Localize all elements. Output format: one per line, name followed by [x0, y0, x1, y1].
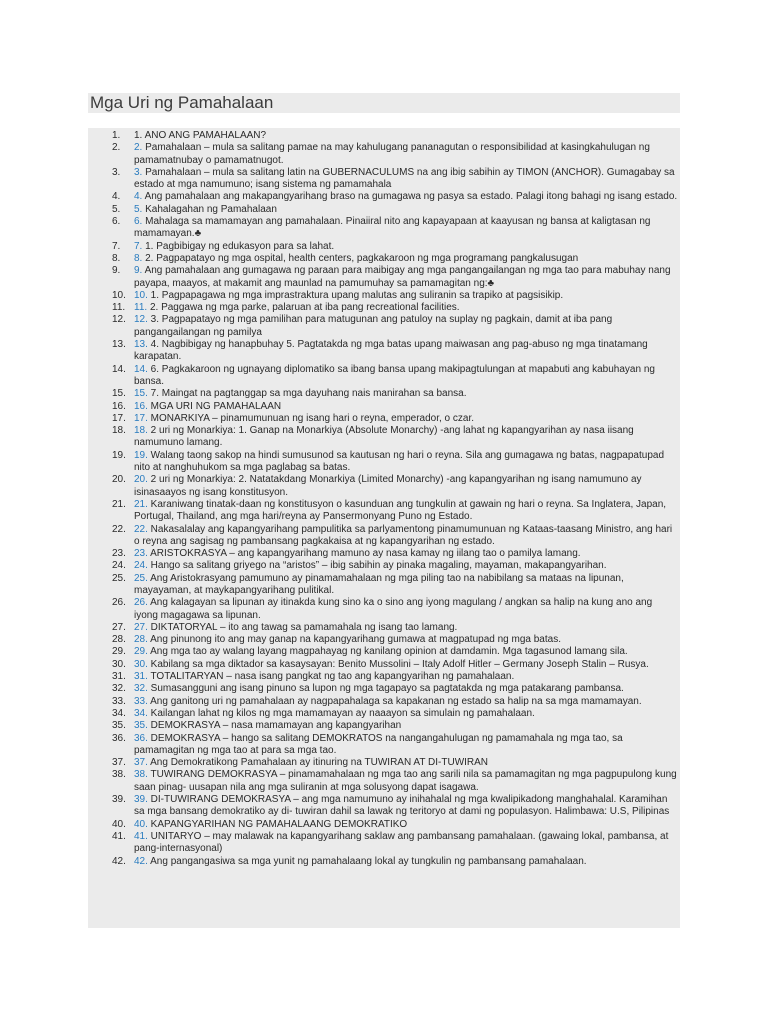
item-number: 39. [112, 794, 126, 806]
list-item [88, 474, 680, 499]
item-number: 34. [112, 707, 126, 719]
list-item [88, 191, 680, 203]
list-item [88, 204, 680, 216]
item-number: 8. [112, 252, 121, 264]
item-text: Ang pamahalaan ang makapangyarihang braso na gumagawa ng pasya sa estado. Palagi itong bahagi ng isang estado. [142, 191, 678, 203]
item-number: 3. [112, 166, 121, 178]
numbered-list [88, 128, 680, 868]
item-ref-link[interactable]: 25. [134, 572, 148, 584]
item-number: 9. [112, 265, 121, 277]
item-ref-link[interactable]: 5. [134, 203, 143, 215]
list-item [88, 696, 680, 708]
item-number: 18. [112, 425, 126, 437]
list-item [88, 757, 680, 769]
item-number: 29. [112, 646, 126, 658]
list-item [88, 339, 680, 364]
item-ref-link[interactable]: 11. [134, 302, 148, 314]
item-number: 5. [112, 203, 121, 215]
item-number: 21. [112, 498, 126, 510]
list-item [88, 241, 680, 253]
item-ref-link[interactable]: 22. [134, 523, 148, 535]
item-text: TUWIRANG DEMOKRASYA – pinamamahalaan ng mga tao ang sarili nila sa pamamagitan ng mga pagpupulong kung saan pinag- uusapan nila ang mga suliranin at mga solusyong dapat isagawa. [134, 769, 677, 793]
item-ref-link[interactable]: 14. [134, 363, 148, 375]
list-item [88, 622, 680, 634]
item-ref-link[interactable]: 10. [134, 289, 148, 301]
item-text: Hango sa salitang griyego na “aristos” – ibig sabihin ay pinaka magaling, mayaman, makapangyarihan. [147, 560, 607, 572]
document-content [88, 128, 680, 928]
item-text: Pamahalaan – mula sa salitang latin na GUBERNACULUMS na ang ibig sabihin ay TIMON (ANCHOR). Gumagabay sa estado at mga namumuno; isang sistema ng pamamahala [134, 166, 675, 191]
list-item [88, 659, 680, 671]
list-item [88, 253, 680, 265]
item-text: Ang Aristokrasyang pamumuno ay pinamamahalaan ng mga piling tao na nabibilang sa mataas na lipunan, mayayaman, at maykapangyarihang pulitikal. [134, 572, 624, 596]
item-ref-link[interactable]: 34. [134, 707, 148, 719]
item-text: KAPANGYARIHAN NG PAMAHALAANG DEMOKRATIKO [147, 818, 408, 830]
list-item [88, 130, 680, 142]
item-text: Kahalagahan ng Pamahalaan [142, 203, 277, 215]
item-text: 2. Paggawa ng mga parke, palaruan at iba pang recreational facilities. [147, 302, 460, 314]
item-text: 2. Pagpapatayo ng mga ospital, health centers, pagkakaroon ng mga programang pangkalusugan [142, 252, 579, 264]
item-ref-link[interactable]: 35. [134, 720, 148, 732]
item-text: 6. Pagkakaroon ng ugnayang diplomatiko sa ibang bansa upang makipagtulungan at mapabuti ang kabuhayan ng bansa. [134, 363, 655, 387]
list-item [88, 450, 680, 475]
item-ref-link[interactable]: 2. [134, 142, 143, 154]
list-item [88, 794, 680, 819]
item-text: TOTALITARYAN – nasa isang pangkat ng tao ang kapangyarihan ng pamahalaan. [147, 671, 515, 683]
item-text: Ang pangangasiwa sa mga yunit ng pamahalaang lokal ay tungkulin ng pambansang pamahalaan. [147, 855, 587, 867]
item-number: 14. [112, 363, 126, 375]
item-ref-link[interactable]: 30. [134, 658, 148, 670]
item-ref-link[interactable]: 36. [134, 732, 148, 744]
item-ref-link[interactable]: 24. [134, 560, 148, 572]
item-ref-link[interactable]: 37. [134, 757, 148, 769]
list-item [88, 401, 680, 413]
item-number: 19. [112, 449, 126, 461]
list-item [88, 733, 680, 758]
list-item [88, 573, 680, 598]
list-item [88, 142, 680, 167]
list-item [88, 819, 680, 831]
list-item [88, 425, 680, 450]
list-item [88, 646, 680, 658]
item-text: Kabilang sa mga diktador sa kasaysayan: Benito Mussolini – Italy Adolf Hitler – Germany Joseph Stalin – Rusya. [147, 658, 649, 670]
list-item [88, 364, 680, 389]
list-item [88, 560, 680, 572]
list-item [88, 769, 680, 794]
list-item [88, 167, 680, 192]
item-ref-link[interactable]: 42. [134, 855, 148, 867]
item-number: 1. [112, 130, 121, 141]
item-number: 38. [112, 769, 126, 781]
item-number: 42. [112, 855, 126, 867]
item-text: Walang taong sakop na hindi sumusunod sa kautusan ng hari o reyna. Sila ang gumagawa ng batas, nagpapatupad nito at nanghuhukom sa mga paglabag sa batas. [134, 449, 665, 474]
item-text: 2 uri ng Monarkiya: 1. Ganap na Monarkiya (Absolute Monarchy) -ang lahat ng kapangyarihan ay nasa iisang namumuno lamang. [134, 425, 634, 449]
item-text: UNITARYO – may malawak na kapangyarihang saklaw ang pambansang pamahalaan. (gawaing lokal, pambansa, at pang-internasyonal) [134, 830, 669, 855]
list-item [88, 314, 680, 339]
list-item [88, 524, 680, 549]
list-item [88, 597, 680, 622]
item-ref-link[interactable]: 8. [134, 252, 143, 264]
list-item [88, 413, 680, 425]
item-ref-link[interactable]: 39. [134, 794, 148, 806]
item-number: 35. [112, 720, 126, 732]
item-text: 1. Pagpapagawa ng mga imprastraktura upang malutas ang suliranin sa trapiko at pagsisikip. [147, 289, 564, 301]
item-number: 32. [112, 683, 126, 695]
item-number: 30. [112, 658, 126, 670]
item-number: 40. [112, 818, 126, 830]
item-ref-link[interactable]: 28. [134, 634, 148, 646]
list-item [88, 499, 680, 524]
list-item [88, 708, 680, 720]
item-ref-link[interactable]: 6. [134, 216, 143, 228]
list-item [88, 548, 680, 560]
item-number: 15. [112, 388, 126, 400]
item-text: DEMOKRASYA – hango sa salitang DEMOKRATOS na nangangahulugan ng pamamahala ng mga tao, sa pamamagitan ng mga tao at para sa mga tao. [134, 732, 623, 756]
list-item [88, 302, 680, 314]
item-number: 13. [112, 339, 126, 351]
item-ref-link[interactable]: 27. [134, 621, 148, 633]
item-number: 27. [112, 621, 126, 633]
list-item [88, 216, 680, 241]
item-ref-link[interactable]: 4. [134, 191, 143, 203]
item-ref-link[interactable]: 32. [134, 683, 148, 695]
item-ref-link[interactable]: 9. [134, 265, 143, 277]
list-item [88, 671, 680, 683]
item-ref-link[interactable]: 18. [134, 425, 148, 437]
item-ref-link[interactable]: 17. [134, 412, 148, 424]
item-text: Mahalaga sa mamamayan ang pamahalaan. Pinaiiral nito ang kapayapaan at kaayusan ng bansa at kaligtasan ng mamamayan.♣ [134, 216, 651, 240]
item-number: 17. [112, 412, 126, 424]
item-text: Kailangan lahat ng kilos ng mga mamamayan ay naaayon sa simulain ng pamahalaan. [147, 707, 535, 719]
item-text: Ang ganitong uri ng pamahalaan ay nagpapahalaga sa kapakanan ng estado sa halip na sa mga mamamayan. [147, 695, 642, 707]
list-item [88, 683, 680, 695]
item-number: 33. [112, 695, 126, 707]
item-text: DEMOKRASYA – nasa mamamayan ang kapangyarihan [147, 720, 402, 732]
item-ref-link[interactable]: 21. [134, 498, 148, 510]
item-number: 16. [112, 400, 126, 412]
item-text: 1. ANO ANG PAMAHALAAN? [134, 130, 267, 141]
item-text: Ang pinunong ito ang may ganap na kapangyarihang gumawa at magpatupad ng mga batas. [147, 634, 561, 646]
list-item [88, 388, 680, 400]
list-item [88, 265, 680, 290]
item-text: Ang kalagayan sa lipunan ay itinakda kung sino ka o sino ang iyong magulang / angkan sa halip na kung ano ang iyong magagawa sa lipunan. [134, 597, 653, 621]
item-ref-link[interactable]: 29. [134, 646, 148, 658]
item-ref-link[interactable]: 38. [134, 769, 148, 781]
item-ref-link[interactable]: 23. [134, 548, 148, 560]
item-number: 11. [112, 302, 126, 314]
item-ref-link[interactable]: 13. [134, 339, 148, 351]
item-number: 25. [112, 572, 126, 584]
item-ref-link[interactable]: 26. [134, 597, 148, 609]
item-ref-link[interactable]: 12. [134, 314, 148, 326]
item-text: Ang pamahalaan ang gumagawa ng paraan para maibigay ang mga pangangailangan ng mga tao para mabuhay nang payapa, maayos, at makamit ang maunlad na pamumuhay sa pamamagitan ng:♣ [134, 265, 671, 289]
item-text: Karaniwang tinatak-daan ng konstitusyon o kasunduan ang tungkulin at gawain ng hari o reyna. Sa Inglatera, Japan, Portugal, Thailand, ang mga hari/reyna ay Pansermonyang Puno ng Estado. [134, 498, 667, 523]
page-title: Mga Uri ng Pamahalaan [90, 93, 274, 112]
item-number: 26. [112, 597, 126, 609]
item-text: 2 uri ng Monarkiya: 2. Natatakdang Monarkiya (Limited Monarchy) -ang kapangyarihan ng isang namumuno ay isinasaayos ng isang konstitusyon. [134, 474, 642, 498]
item-text: DIKTATORYAL – ito ang tawag sa pamamahala ng isang tao lamang. [147, 621, 458, 633]
item-ref-link[interactable]: 20. [134, 474, 148, 486]
item-number: 7. [112, 240, 121, 252]
item-ref-link[interactable]: 40. [134, 818, 148, 830]
item-number: 36. [112, 732, 126, 744]
item-number: 31. [112, 671, 126, 683]
item-number: 10. [112, 289, 126, 301]
list-item [88, 856, 680, 868]
item-text: Nakasalalay ang kapangyarihang pampulitika sa parlyamentong pinamumunuan ng Kataas-taasang Ministro, ang hari o reyna ang sagisag ng pambansang pagkakaisa at ng kapangyarihan ng estado. [134, 523, 673, 547]
item-text: MGA URI NG PAMAHALAAN [147, 400, 282, 412]
item-number: 22. [112, 523, 126, 535]
title-bar [88, 93, 680, 113]
item-ref-link[interactable]: 19. [134, 449, 148, 461]
item-text: 4. Nagbibigay ng hanapbuhay 5. Pagtatakda ng mga batas upang maiwasan ang pag-abuso ng mga tinatamang karapatan. [134, 339, 648, 363]
item-ref-link[interactable]: 7. [134, 240, 143, 252]
item-ref-link[interactable]: 3. [134, 166, 143, 178]
item-text: Sumasangguni ang isang pinuno sa lupon ng mga tagapayo sa pagtatakda ng mga patakarang pambansa. [147, 683, 624, 695]
list-item [88, 720, 680, 732]
item-ref-link[interactable]: 41. [134, 830, 148, 842]
item-text: Ang Demokratikong Pamahalaan ay itinuring na TUWIRAN AT DI-TUWIRAN [147, 757, 489, 769]
item-ref-link[interactable]: 16. [134, 400, 148, 412]
item-ref-link[interactable]: 33. [134, 695, 148, 707]
item-text: MONARKIYA – pinamumunuan ng isang hari o reyna, emperador, o czar. [147, 412, 475, 424]
item-number: 41. [112, 830, 126, 842]
item-text: 7. Maingat na pagtanggap sa mga dayuhang nais manirahan sa bansa. [147, 388, 467, 400]
item-ref-link[interactable]: 15. [134, 388, 148, 400]
item-number: 4. [112, 191, 121, 203]
item-text: 3. Pagpapatayo ng mga pamilihan para matugunan ang patuloy na suplay ng pagkain, damit at iba pang pangangailangan ng pamilya [134, 314, 613, 338]
item-number: 20. [112, 474, 126, 486]
list-item [88, 634, 680, 646]
item-ref-link[interactable]: 31. [134, 671, 148, 683]
item-number: 6. [112, 216, 121, 228]
item-text: DI-TUWIRANG DEMOKRASYA – ang mga namumuno ay inihahalal ng mga kwalipikadong manghahalal. Karamihan sa mga bansang demokratiko ay di- tuwiran dahil sa lawak ng teritoryo at dami ng populasyon. Halimbawa: U.S, Pilipinas [134, 794, 670, 818]
item-number: 24. [112, 560, 126, 572]
item-text: 1. Pagbibigay ng edukasyon para sa lahat. [142, 240, 335, 252]
item-text: Ang mga tao ay walang layang magpahayag ng kanilang opinion at damdamin. Mga tagasunod lamang sila. [147, 646, 628, 658]
item-text: ARISTOKRASYA – ang kapangyarihang mamuno ay nasa kamay ng iilang tao o pamilya lamang. [147, 548, 581, 560]
item-text: Pamahalaan – mula sa salitang pamae na may kahulugang pananagutan o responsibilidad at kasingkahulugan ng pamamatnubay o pamamatnugot. [134, 142, 650, 166]
item-number: 12. [112, 314, 126, 326]
item-number: 37. [112, 757, 126, 769]
item-number: 28. [112, 634, 126, 646]
item-number: 23. [112, 548, 126, 560]
item-number: 2. [112, 142, 121, 154]
list-item [88, 831, 680, 856]
list-item [88, 290, 680, 302]
